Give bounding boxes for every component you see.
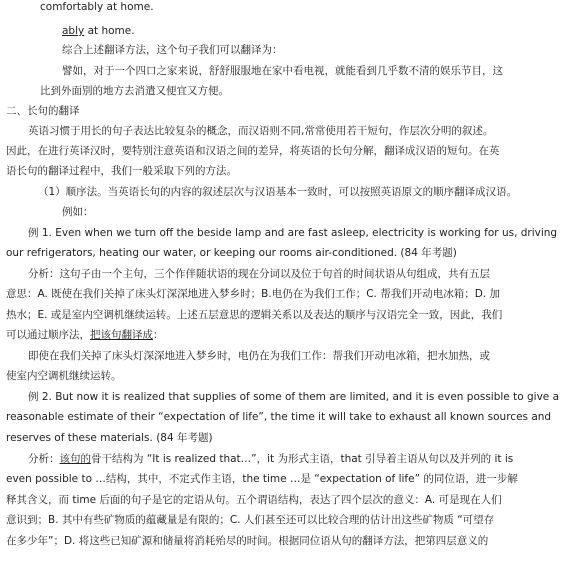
text-line-4: 譬如，对于一个四口之家来说，舒舒服服地在家中看电视，就能看到几乎数不清的娱乐节目，这	[62, 65, 503, 77]
text-line-26: 意识到；B. 其中有些矿物质的蕴藏量是有限的；C. 人们甚至还可以比较合理的估计出这些矿物质 “可望存	[6, 514, 495, 526]
text-line-14: 分析：这句子由一个主句，三个作伴随状语的现在分词以及位于句首的时间状语从句组成，共有五层	[28, 268, 490, 280]
text-line-1: comfortably at home.	[40, 1, 154, 13]
text-line-18: 即使在我们关掉了床头灯深深地进入梦乡时，电仍在为我们工作：帮我们开动电冰箱，把水加热，或	[28, 350, 490, 362]
underlined-phrase: 把该句翻译成	[90, 329, 153, 341]
text-line-15: 意思：A. 既使在我们关掉了床头灯深深地进入梦乡时；B.电仍在为我们工作；C. 帮我们开动电冰箱；D. 加	[6, 288, 500, 300]
text-line-13: our refrigerators, heating our water, or keeping our rooms air-conditioned. (84 年考题)	[6, 247, 457, 259]
section-heading: 二、长句的翻译	[6, 105, 80, 117]
text-line-21: reasonable estimate of their “expectation of life”, the time it will take to exhaust all known sources and	[6, 411, 552, 423]
text-line-25: 释其含义，而 time 后面的句子是它的定语从句。五个谓语结构，表达了四个层次的意义：A. 可是现在人们	[6, 494, 502, 506]
text-line-23	[28, 452, 513, 466]
text-line-24: even possible to …结构，其中，不定式作主语，the time …是 “expectation of life” 的同位语，进一步解	[6, 473, 518, 485]
underlined-word: ably	[62, 25, 85, 37]
text-line-16: 热水；E. 或是室内空调机继续运转。上述五层意思的逻辑关系以及表达的顺序与汉语完全一致，因此，我们	[6, 309, 503, 321]
text-fragment: 骨干结构为 “It is realized that…”，it 为形式主语，that 引导着主语从句以及并列的 it is	[91, 453, 514, 465]
text-fragment: at home.	[84, 25, 135, 37]
text-line-5: 比到外面别的地方去消遣又便宜又方便。	[40, 85, 229, 97]
text-line-9: 语长句的翻译过程中，我们一般采取下列的方法。	[6, 165, 237, 177]
underlined-phrase: 该句的	[59, 453, 91, 465]
text-line-27: 在多少年”；D. 将这些已知矿源和储量将消耗殆尽的时间。根据同位语从句的翻译方法，把第四层意义的	[6, 535, 489, 547]
text-line-12: 例 1. Even when we turn off the beside lamp and are fast asleep, electricity is working for us, driving	[28, 227, 558, 239]
text-line-2	[62, 24, 135, 38]
text-line-3: 综合上述翻译方法，这个句子我们可以翻译为：	[62, 44, 283, 56]
text-fragment: ：	[153, 329, 164, 341]
text-line-17	[6, 328, 164, 342]
text-line-10: （1）顺序法。当英语长句的内容的叙述层次与汉语基本一致时，可以按照英语原文的顺序翻译成汉语。	[38, 186, 518, 198]
text-line-20: 例 2. But now it is realized that supplies of some of them are limited, and it is even possible to give a	[28, 391, 560, 403]
text-line-7: 英语习惯于用长的句子表达比较复杂的概念，而汉语则不同,常常使用若干短句，作层次分明的叙述。	[28, 125, 494, 137]
text-line-11: 例如：	[62, 206, 94, 218]
text-line-22: reserves of these materials. (84 年考题)	[6, 432, 213, 444]
text-line-19: 使室内空调机继续运转。	[6, 370, 122, 382]
text-fragment: 分析：	[28, 453, 60, 465]
text-fragment: 可以通过顺序法，	[6, 329, 90, 341]
text-line-8: 因此，在进行英译汉时，要特别注意英语和汉语之间的差异，将英语的长句分解，翻译成汉语的短句。在英	[6, 145, 500, 157]
